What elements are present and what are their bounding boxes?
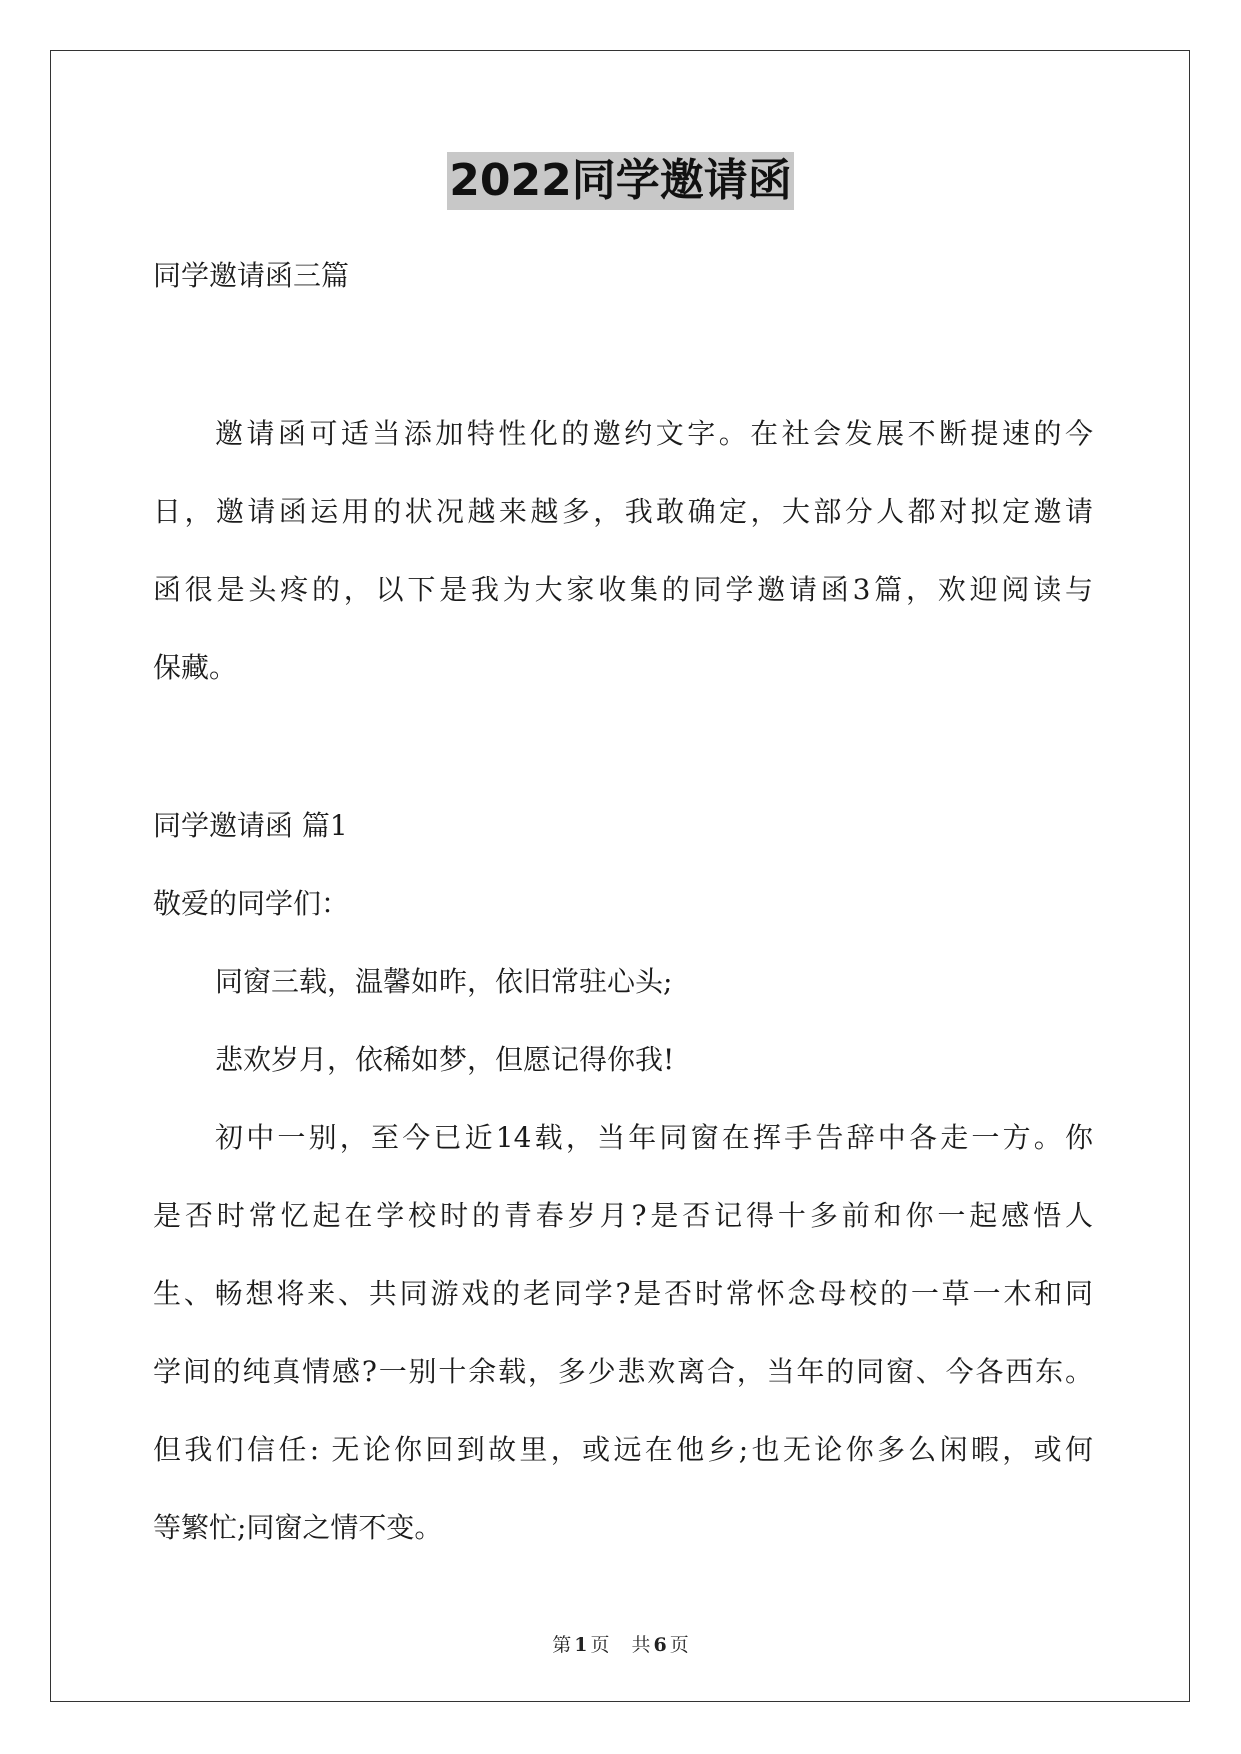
intro-line: 邀请函可适当添加特性化的邀约文字。在社会发展不断提速的今 <box>215 417 1093 450</box>
subtitle: 同学邀请函三篇 <box>153 259 350 292</box>
document-body <box>153 237 1093 1567</box>
body-line: 是否时常忆起在学校时的青春岁月?是否记得十多前和你一起感悟人 <box>153 1199 1093 1232</box>
total-suffix: 页 <box>669 1634 689 1656</box>
page-mid: 页 <box>590 1634 610 1656</box>
page-footer <box>0 1630 1241 1657</box>
verse-line: 悲欢岁月，依稀如梦，但愿记得你我! <box>215 1043 675 1076</box>
body-line: 生、畅想将来、共同游戏的老同学?是否时常怀念母校的一草一木和同 <box>153 1277 1093 1310</box>
title-container <box>0 152 1241 210</box>
intro-line: 日，邀请函运用的状况越来越多，我敢确定，大部分人都对拟定邀请 <box>153 495 1093 528</box>
section-heading: 同学邀请函 篇1 <box>153 809 348 842</box>
verse-line: 同窗三载，温馨如昨，依旧常驻心头; <box>215 965 673 998</box>
document-title: 2022同学邀请函 <box>447 152 793 210</box>
intro-line: 保藏。 <box>153 651 238 684</box>
body-line: 初中一别，至今已近14载，当年同窗在挥手告辞中各走一方。你 <box>215 1121 1093 1154</box>
body-line: 等繁忙;同窗之情不变。 <box>153 1511 443 1544</box>
body-line: 但我们信任: 无论你回到故里，或远在他乡;也无论你多么闲暇，或何 <box>153 1433 1093 1466</box>
page-prefix: 第 <box>552 1634 572 1656</box>
body-line: 学间的纯真情感?一别十余载，多少悲欢离合，当年的同窗、今各西东。 <box>153 1355 1093 1388</box>
page-current: 1 <box>574 1634 588 1656</box>
intro-line: 函很是头疼的，以下是我为大家收集的同学邀请函3篇，欢迎阅读与 <box>153 573 1093 606</box>
page-total: 6 <box>653 1634 667 1656</box>
salutation: 敬爱的同学们： <box>153 887 350 920</box>
total-prefix: 共 <box>631 1634 651 1656</box>
